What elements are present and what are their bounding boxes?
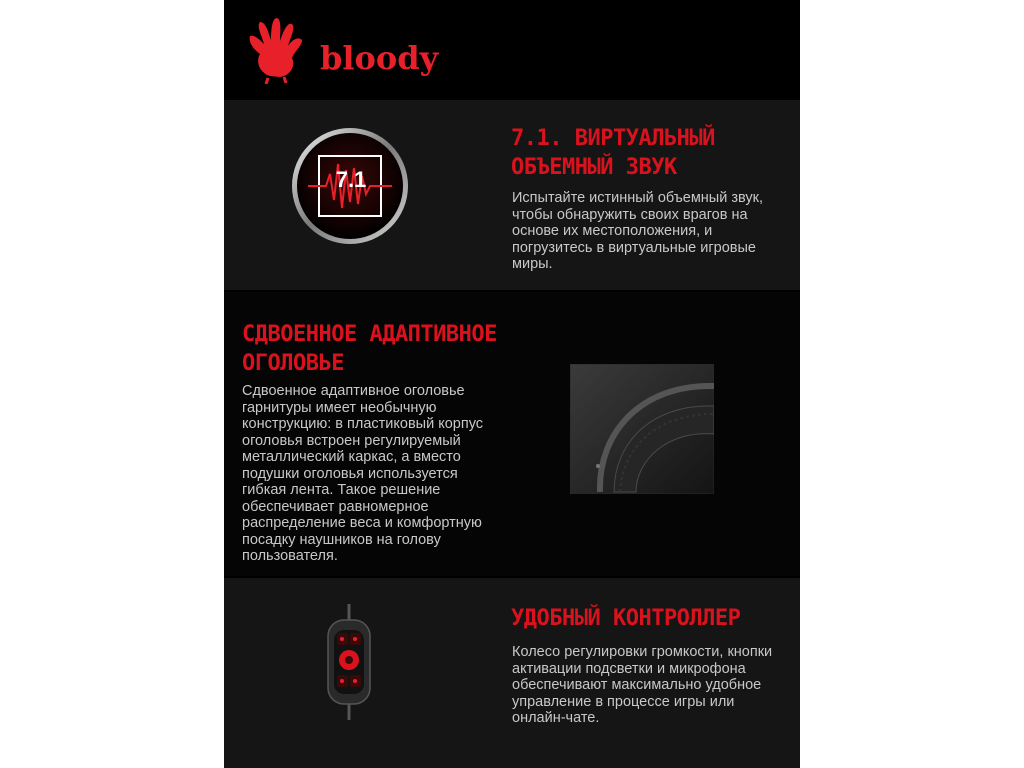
bloody-hand-logo-icon [240, 14, 440, 84]
product-sheet [224, 0, 800, 768]
surround-title-line1: 7.1. ВИРТУАЛЬНЫЙ [511, 126, 715, 151]
headband-title-line2: ОГОЛОВЬЕ [242, 351, 344, 376]
headband-title [242, 320, 522, 378]
surround-description: Испытайте истинный объемный звук, чтобы обнаружить своих врагов на основе их местоположения, и погрузитесь в виртуальные игровые миры. [512, 190, 764, 272]
controller-title [511, 604, 791, 633]
headband-photo-icon [570, 364, 714, 494]
inline-controller-icon [324, 604, 374, 720]
surround-title [511, 124, 791, 182]
headband-title-line1: СДВОЕННОЕ АДАПТИВНОЕ [242, 322, 497, 347]
controller-description: Колесо регулировки громкости, кнопки активации подсветки и микрофона обеспечивают максимально удобное управление в процессе игры или онлайн-чате. [512, 644, 773, 726]
surround-badge-label: 7.1 [335, 167, 367, 192]
brand-wordmark: bloody [320, 39, 439, 77]
controller-title-line1: УДОБНЫЙ КОНТРОЛЛЕР [511, 606, 741, 631]
headband-description: Сдвоенное адаптивное оголовье гарнитуры имеет необычную конструкцию: в пластиковый корпус оголовья встроен регулируемый металлический каркас, а вместо подушки оголовья используется гибкая лента. Такое решение обеспечивает равномерное распределение веса и комфортную посадку наушников на голову пользователя. [242, 383, 484, 564]
surround-title-line2: ОБЪЕМНЫЙ ЗВУК [511, 155, 677, 180]
